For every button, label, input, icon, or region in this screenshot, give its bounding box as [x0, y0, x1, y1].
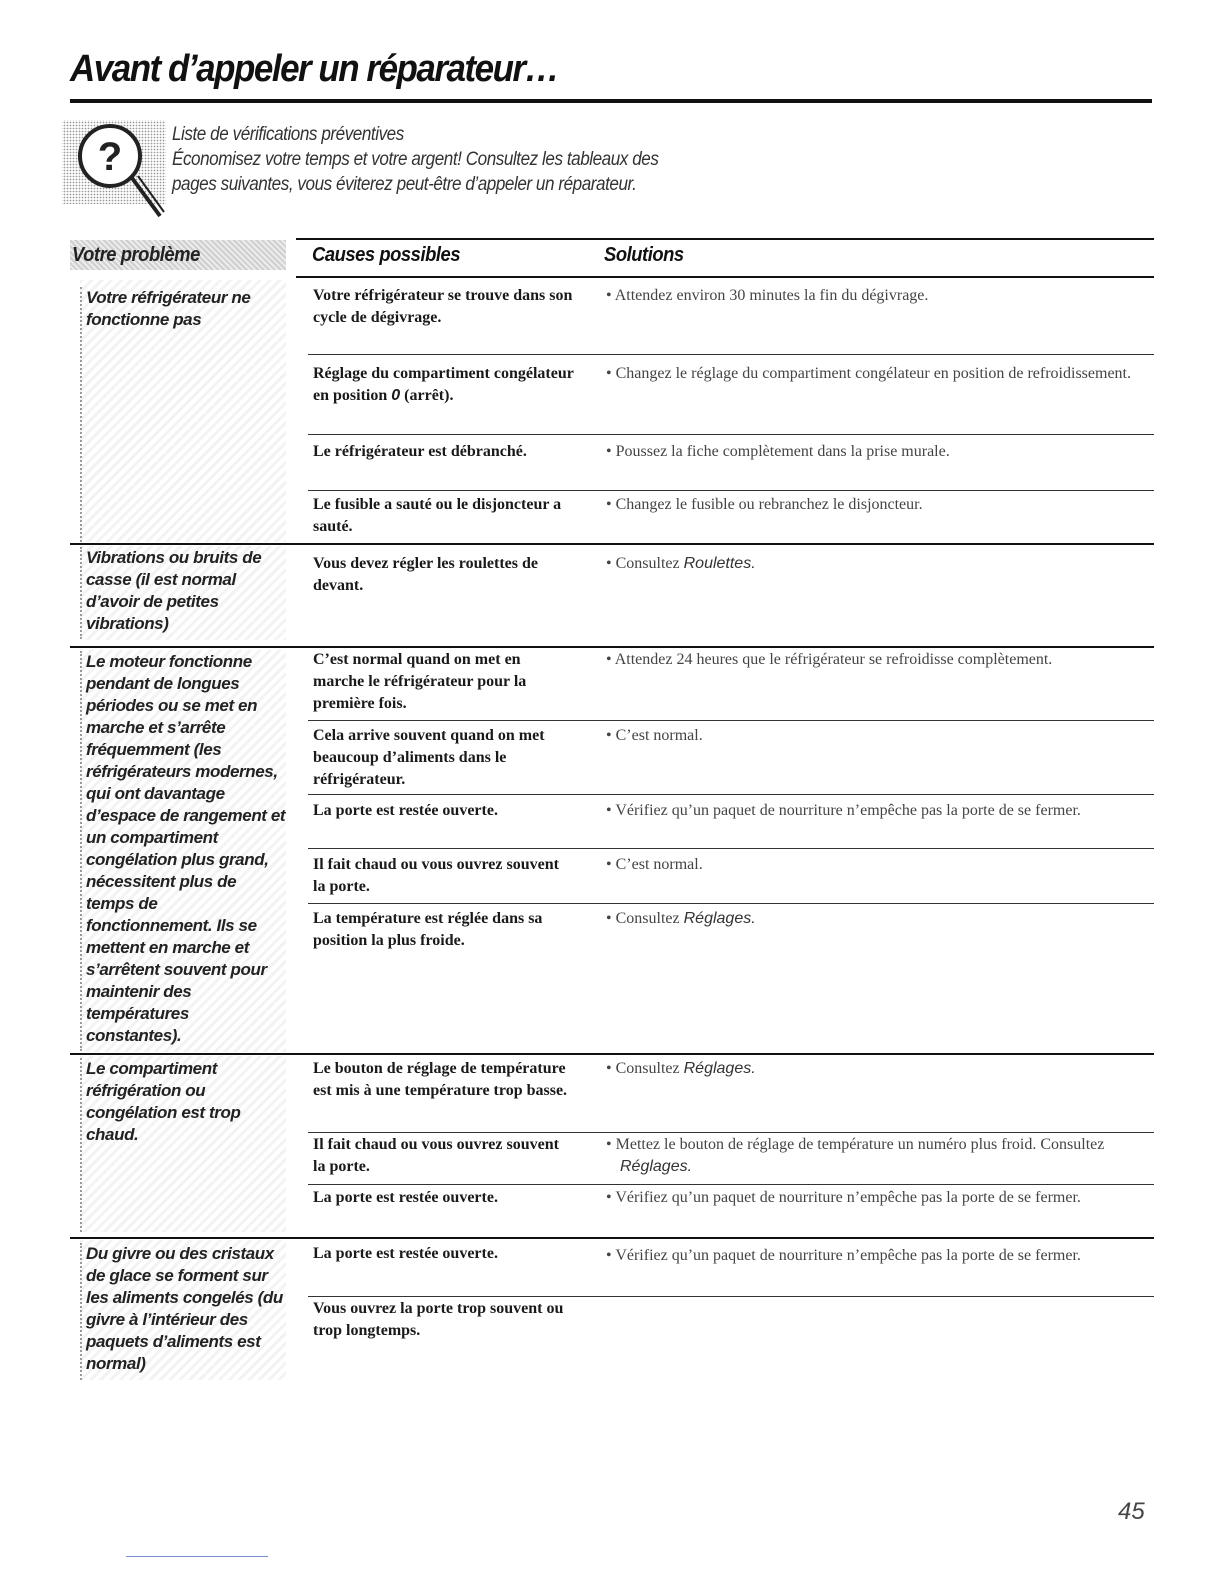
solution-text: • Vérifiez qu’un paquet de nourriture n’empêche pas la porte de se fermer. [606, 802, 1081, 819]
solution-text: • Changez le fusible ou rebranchez le disjoncteur. [606, 496, 923, 513]
intro-line-2: Économisez votre temps et votre argent! Consultez les tableaux des [172, 149, 659, 170]
intro-line-1: Liste de vérifications préventives [172, 124, 404, 145]
cause-text: La porte est restée ouverte. [313, 802, 498, 819]
footer-line [126, 1556, 268, 1557]
svg-text:?: ? [97, 135, 123, 179]
solution-text: • C’est normal. [606, 727, 703, 744]
cause-text: La porte est restée ouverte. [313, 1189, 498, 1206]
cause-text: Cela arrive souvent quand on met beaucoup d’aliments dans le réfrigérateur. [313, 727, 545, 788]
cause-text: Votre réfrigérateur se trouve dans son cycle de dégivrage. [313, 287, 573, 326]
row-divider [308, 1184, 1154, 1185]
cause-text: Le bouton de réglage de température est mis à une température trop basse. [313, 1060, 568, 1099]
solution-text: • Changez le réglage du compartiment congélateur en position de refroidissement. [606, 365, 1131, 382]
row-divider [308, 903, 1154, 904]
page-title: Avant d’appeler un réparateur… [70, 48, 559, 90]
cause-text: Réglage du compartiment congélateur en position 0 (arrêt). [313, 365, 574, 404]
intro-line-3: pages suivantes, vous éviterez peut-être d’appeler un réparateur. [172, 174, 637, 195]
solution-text: • Vérifiez qu’un paquet de nourriture n’empêche pas la porte de se fermer. [606, 1189, 1081, 1206]
solution-text: • C’est normal. [606, 856, 703, 873]
group-divider [70, 646, 1154, 648]
solution-text: • Mettez le bouton de réglage de température un numéro plus froid. Consultez Réglages. [606, 1136, 1105, 1175]
cause-text: Vous ouvrez la porte trop souvent ou trop longtemps. [313, 1300, 564, 1339]
group-divider [70, 1237, 1154, 1239]
solution-text: • Consultez Roulettes. [606, 555, 756, 572]
cause-text: La porte est restée ouverte. [313, 1245, 498, 1262]
row-divider [308, 434, 1154, 435]
problem-label: Votre réfrigérateur ne fonctionne pas [80, 287, 286, 542]
intro-text [172, 122, 658, 197]
problem-label: Vibrations ou bruits de casse (il est normal d’avoir de petites vibrations) [80, 547, 286, 639]
title-rule [70, 99, 1152, 103]
row-divider [308, 794, 1154, 795]
problem-label: Du givre ou des cristaux de glace se forment sur les aliments congelés (du givre à l’intérieur des paquets d’aliments est normal) [80, 1243, 286, 1380]
row-divider [308, 848, 1154, 849]
cause-text: C’est normal quand on met en marche le réfrigérateur pour la première fois. [313, 651, 527, 712]
solution-text: • Vérifiez qu’un paquet de nourriture n’empêche pas la porte de se fermer. [606, 1247, 1081, 1264]
row-divider [308, 354, 1154, 355]
row-divider [308, 1296, 1154, 1297]
solution-text: • Consultez Réglages. [606, 910, 756, 927]
header-solutions: Solutions [604, 244, 684, 266]
solution-text: • Consultez Réglages. [606, 1060, 756, 1077]
cause-text: Vous devez régler les roulettes de devant. [313, 555, 538, 594]
cause-text: Il fait chaud ou vous ouvrez souvent la porte. [313, 856, 559, 895]
problem-label: Le moteur fonctionne pendant de longues périodes ou se met en marche et s’arrête fréquemment (les réfrigérateurs modernes, qui ont davantage d’espace de rangement et un compartiment congélation plus grand, nécessitent plus de temps de fonctionnement. Ils se mettent en marche et s’arrêtent souvent pour maintenir des températures constantes). [80, 651, 286, 1051]
header-problem: Votre problème [72, 244, 200, 266]
solution-text: • Attendez environ 30 minutes la fin du dégivrage. [606, 287, 929, 304]
group-divider [70, 543, 1154, 545]
row-divider [308, 1132, 1154, 1133]
cause-text: Il fait chaud ou vous ouvrez souvent la porte. [313, 1136, 559, 1175]
cause-text: Le fusible a sauté ou le disjoncteur a sauté. [313, 496, 562, 535]
question-magnifier-icon [60, 112, 170, 222]
row-divider [308, 490, 1154, 491]
page-number: 45 [1118, 1498, 1145, 1525]
cause-text: La température est réglée dans sa position la plus froide. [313, 910, 543, 949]
solution-text: • Poussez la fiche complètement dans la prise murale. [606, 443, 950, 460]
problem-label: Le compartiment réfrigération ou congélation est trop chaud. [80, 1058, 286, 1232]
header-rule-top [296, 238, 1154, 240]
header-rule-bottom [296, 276, 1154, 278]
row-divider [308, 720, 1154, 721]
solution-text: • Attendez 24 heures que le réfrigérateur se refroidisse complètement. [606, 651, 1053, 668]
header-causes: Causes possibles [312, 244, 461, 266]
group-divider [70, 1053, 1154, 1055]
cause-text: Le réfrigérateur est débranché. [313, 443, 527, 460]
